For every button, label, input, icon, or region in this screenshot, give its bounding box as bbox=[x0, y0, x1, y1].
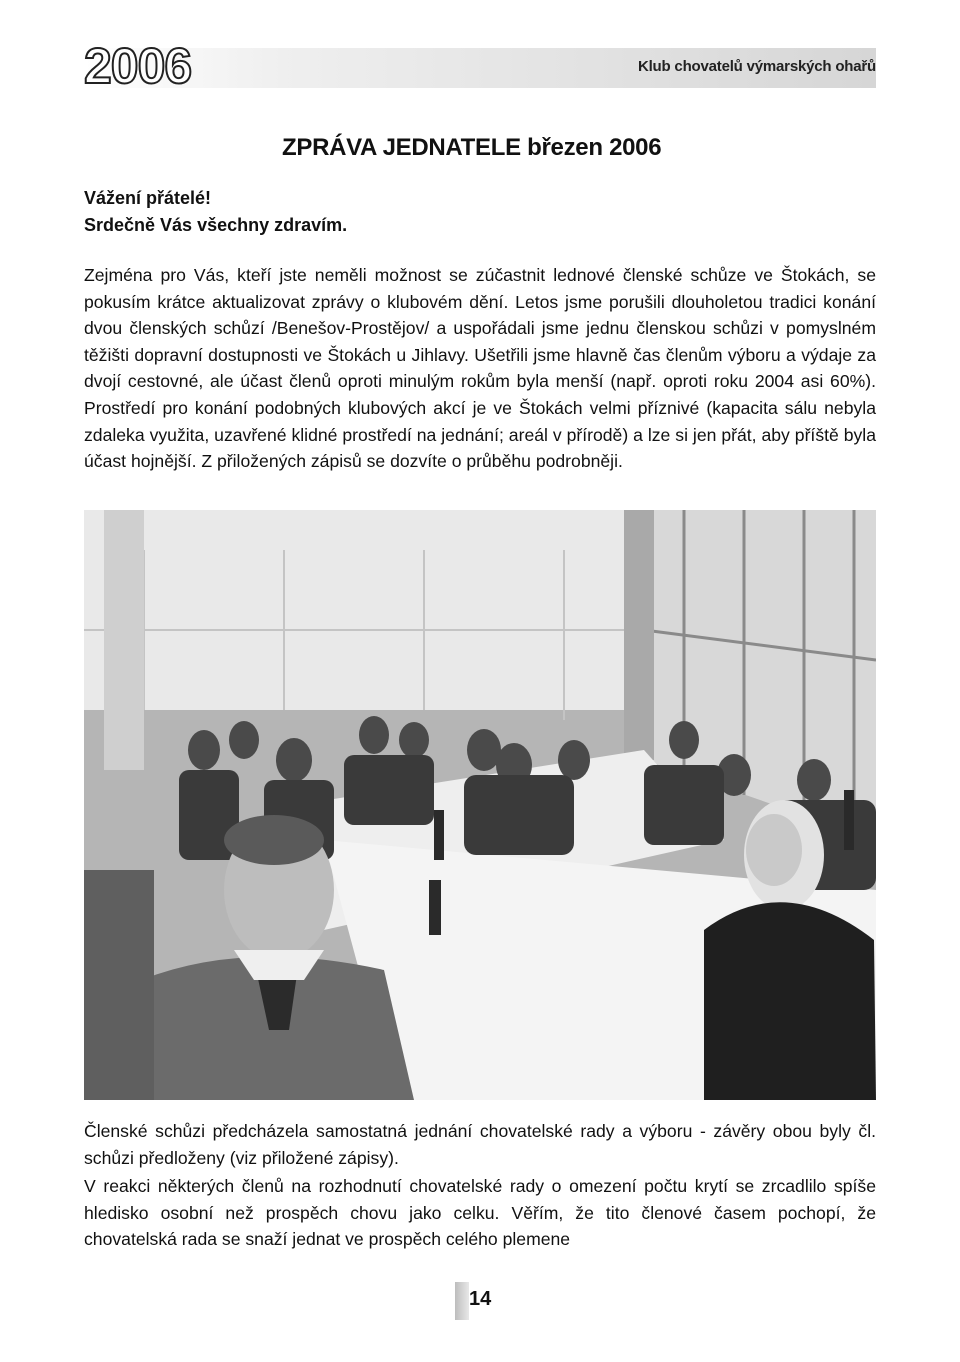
meeting-photo bbox=[84, 510, 876, 1100]
meeting-photo-illustration bbox=[84, 510, 876, 1100]
page-number-bar bbox=[455, 1282, 469, 1320]
paragraph-breeding-council: V reakci některých členů na rozhodnutí chovatelské rady o omezení počtu krytí se zrcadlilo spíše hledisko osobní než prospěch chovu jako celku. Věřím, že tito členové časem pochopí, že chovatelská rada se snaží jednat ve prospěch celého plemene bbox=[84, 1176, 876, 1250]
page-number-block bbox=[455, 1282, 515, 1320]
greeting-line-2: Srdečně Vás všechny zdravím. bbox=[84, 215, 348, 235]
year-heading: 2006 bbox=[84, 38, 192, 94]
report-title: ZPRÁVA JEDNATELE březen 2006 bbox=[282, 134, 662, 161]
greeting bbox=[84, 185, 347, 239]
club-name: Klub chovatelů výmarských ohařů bbox=[637, 58, 876, 75]
page-number: 14 bbox=[469, 1288, 492, 1310]
greeting-line-1: Vážení přátelé! bbox=[84, 188, 212, 208]
paragraph-board-meetings: Členské schůzi předcházela samostatná jednání chovatelské rady a výboru - závěry obou byly čl. schůzi předloženy (viz přiložené zápisy). bbox=[84, 1121, 876, 1168]
paragraph-intro: Zejména pro Vás, kteří jste neměli možnost se zúčastnit lednové členské schůze ve Štokách, se pokusím krátce aktualizovat zprávy o klubovém dění. Letos jsme porušili dlouholetou tradici konání dvou členských schůzí /Benešov-Prostějov/ a uspořádali jsme jednu členskou schůzi v pomyslném těžišti dopravní dostupnosti ve Štokách u Jihlavy. Ušetřili jsme hlavně čas členům výboru a výdaje za dvojí cestovné, ale účast členů oproti minulým rokům byla menší (např. oproti roku 2004 asi 60%). Prostředí pro konání podobných klubových akcí je ve Štokách velmi příznivé (kapacita sálu nebyla zdaleka využita, uzavřené klidné prostředí na jednání; areál v přírodě) a lze si jen přát, aby příště byla účast hojnější. Z přiložených zápisů se dozvíte o průběhu podrobněji. bbox=[84, 265, 876, 472]
